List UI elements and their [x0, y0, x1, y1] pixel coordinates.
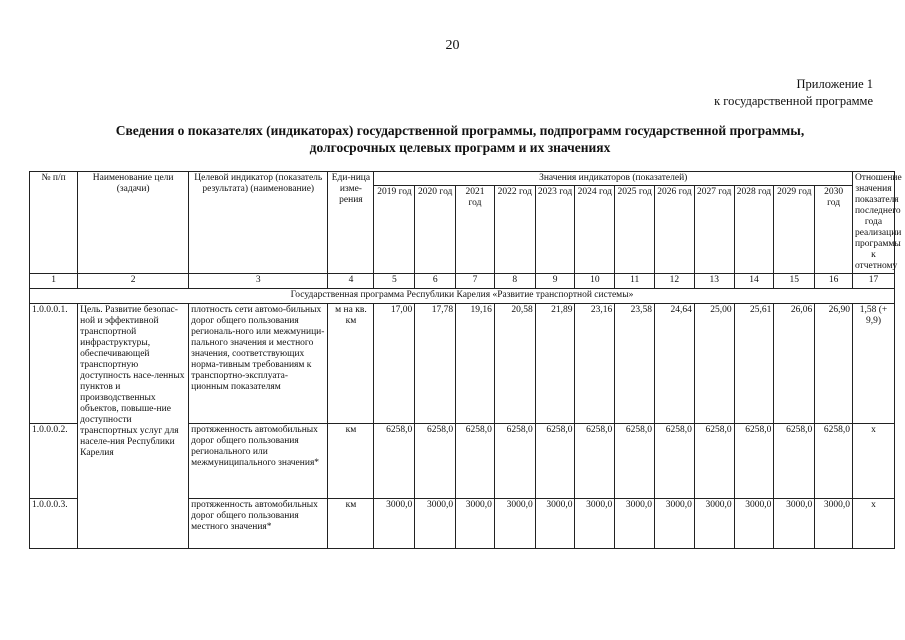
- value-cell: 23,16: [575, 304, 615, 424]
- header-ratio: Отношение значения показателя последнего года реализации программы к отчетному: [852, 172, 894, 274]
- column-number: 3: [189, 274, 328, 289]
- column-number: 17: [852, 274, 894, 289]
- value-cell: 3000,0: [415, 499, 456, 549]
- row-num: 1.0.0.0.1.: [30, 304, 78, 424]
- indicator-name: протяженность автомобильных дорог общего пользования местного значения*: [189, 499, 328, 549]
- value-cell: 6258,0: [734, 424, 774, 499]
- column-number: 6: [415, 274, 456, 289]
- value-cell: 17,00: [374, 304, 415, 424]
- appendix-line-2: к государственной программе: [714, 94, 873, 108]
- value-cell: 6258,0: [415, 424, 456, 499]
- row-num: 1.0.0.0.3.: [30, 499, 78, 549]
- header-year: 2020 год: [415, 186, 456, 274]
- value-cell: 24,64: [655, 304, 695, 424]
- header-year: 2022 год: [494, 186, 535, 274]
- column-number: 16: [815, 274, 853, 289]
- column-number: 14: [734, 274, 774, 289]
- value-cell: 3000,0: [374, 499, 415, 549]
- header-year: 2027 год: [694, 186, 734, 274]
- indicator-name: протяженность автомобильных дорог общего пользования регионального или межмуниципального значения*: [189, 424, 328, 499]
- ratio-cell: x: [852, 424, 894, 499]
- row-num: 1.0.0.0.2.: [30, 424, 78, 499]
- column-number: 4: [328, 274, 374, 289]
- value-cell: 3000,0: [615, 499, 655, 549]
- value-cell: 25,00: [694, 304, 734, 424]
- header-year: 2026 год: [655, 186, 695, 274]
- appendix-note: [714, 76, 873, 110]
- value-cell: 6258,0: [615, 424, 655, 499]
- column-numbers-row: [30, 274, 895, 289]
- value-cell: 19,16: [456, 304, 495, 424]
- value-cell: 3000,0: [734, 499, 774, 549]
- header-year: 2019 год: [374, 186, 415, 274]
- header-year: 2023 год: [535, 186, 575, 274]
- value-cell: 3000,0: [655, 499, 695, 549]
- value-cell: 20,58: [494, 304, 535, 424]
- value-cell: 26,06: [774, 304, 815, 424]
- value-cell: 3000,0: [694, 499, 734, 549]
- header-year: 2029 год: [774, 186, 815, 274]
- value-cell: 17,78: [415, 304, 456, 424]
- header-year: 2025 год: [615, 186, 655, 274]
- header-unit: Еди-ница изме-рения: [328, 172, 374, 274]
- title-line-2: долгосрочных целевых программ и их значениях: [309, 140, 611, 155]
- value-cell: 26,90: [815, 304, 853, 424]
- header-year: 2024 год: [575, 186, 615, 274]
- column-number: 10: [575, 274, 615, 289]
- ratio-cell: x: [852, 499, 894, 549]
- value-cell: 21,89: [535, 304, 575, 424]
- header-values-group: Значения индикаторов (показателей): [374, 172, 852, 186]
- value-cell: 23,58: [615, 304, 655, 424]
- value-cell: 6258,0: [456, 424, 495, 499]
- column-number: 15: [774, 274, 815, 289]
- program-row: [30, 289, 895, 304]
- column-number: 13: [694, 274, 734, 289]
- value-cell: 3000,0: [815, 499, 853, 549]
- program-title: Государственная программа Республики Карелия «Развитие транспортной системы»: [30, 289, 895, 304]
- column-number: 12: [655, 274, 695, 289]
- column-number: 8: [494, 274, 535, 289]
- value-cell: 6258,0: [655, 424, 695, 499]
- column-number: 7: [456, 274, 495, 289]
- value-cell: 6258,0: [575, 424, 615, 499]
- value-cell: 6258,0: [374, 424, 415, 499]
- unit: км: [328, 499, 374, 549]
- column-number: 11: [615, 274, 655, 289]
- table-row: [30, 304, 895, 424]
- indicator-name: плотность сети автомо-бильных дорог общего пользования региональ-ного или межмуници-пального значения и местного значения, соответствующих норма-тивным требованиям к транспортно-эксплуата-ционным показателям: [189, 304, 328, 424]
- header-row-1: [30, 172, 895, 186]
- appendix-line-1: Приложение 1: [796, 77, 873, 91]
- document-title: [60, 122, 860, 156]
- value-cell: 3000,0: [494, 499, 535, 549]
- ratio-cell: 1,58 (+ 9,9): [852, 304, 894, 424]
- indicators-table: [29, 171, 902, 549]
- value-cell: 3000,0: [456, 499, 495, 549]
- page-number: 20: [445, 38, 460, 53]
- goal-cell: Цель. Развитие безопас-ной и эффективной транспортной инфраструктуры, обеспечивающей транспортную доступность насе-ленных пунктов и производственных объектов, повыше-ние доступности транспортных услуг для населе-ния Республики Карелия: [78, 304, 189, 549]
- value-cell: 6258,0: [694, 424, 734, 499]
- value-cell: 6258,0: [494, 424, 535, 499]
- value-cell: 6258,0: [815, 424, 853, 499]
- unit: м на кв. км: [328, 304, 374, 424]
- value-cell: 6258,0: [774, 424, 815, 499]
- value-cell: 3000,0: [774, 499, 815, 549]
- header-year: 2028 год: [734, 186, 774, 274]
- unit: км: [328, 424, 374, 499]
- value-cell: 3000,0: [535, 499, 575, 549]
- column-number: 2: [78, 274, 189, 289]
- header-year: 2030 год: [815, 186, 853, 274]
- title-line-1: Сведения о показателях (индикаторах) государственной программы, подпрограмм государственной программы,: [115, 123, 805, 138]
- column-number: 1: [30, 274, 78, 289]
- column-number: 9: [535, 274, 575, 289]
- column-number: 5: [374, 274, 415, 289]
- header-year: 2021 год: [456, 186, 495, 274]
- header-goal: Наименование цели (задачи): [78, 172, 189, 274]
- header-indicator: Целевой индикатор (показатель результата) (наименование): [189, 172, 328, 274]
- header-num: № п/п: [30, 172, 78, 274]
- value-cell: 3000,0: [575, 499, 615, 549]
- value-cell: 6258,0: [535, 424, 575, 499]
- value-cell: 25,61: [734, 304, 774, 424]
